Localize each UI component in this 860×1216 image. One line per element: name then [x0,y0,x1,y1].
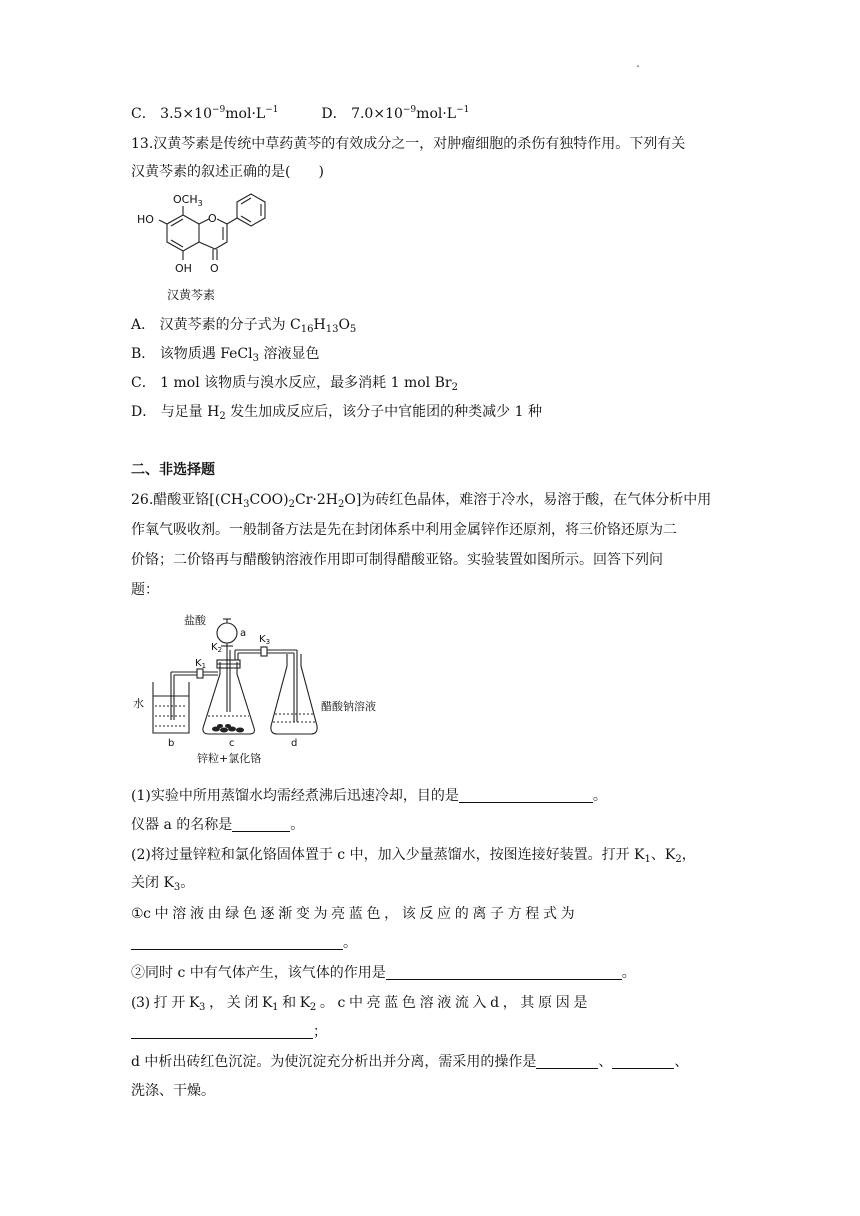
q13-stem-line1: 13.汉黄芩素是传统中草药黄芩的有效成分之一，对肿瘤细胞的杀伤有独特作用。下列有关 [131,136,686,152]
q13-option-b: B． 该物质遇 FeCl$_3$ 溶液显色 [131,346,320,364]
q12-option-c-label: C． [131,106,156,122]
label-a: a [240,628,247,639]
label-reagents: 锌粒+氯化铬 [197,752,262,765]
structure-caption: 汉黄芩素 [167,288,216,302]
answer-blank[interactable] [131,934,343,950]
q13-option-d: D． 与足量 $H_2$ 发生加成反应后，该分子中官能团的种类减少 1 种 [131,404,542,422]
q26-part2-i-blank: 。 [131,933,731,953]
label-b: b [168,738,175,749]
q13-option-a: A． 汉黄芩素的分子式为 $C_{16}H_{13}O_5$ [131,317,357,335]
q26-part3-blank: ； [131,1022,731,1042]
q26-part2-ii: ②同时 c 中有气体产生，该气体的作用是 。 [131,965,636,981]
section-title: 二、非选择题 [131,462,215,478]
zinc-grains [212,724,244,733]
label-carbonyl-o: O [210,262,219,275]
q26-part1: (1)实验中所用蒸馏水均需经煮沸后迅速冷却，目的是 。 [131,788,607,804]
answer-blank[interactable] [612,1053,674,1069]
q26-part3-line4: 洗涤、干燥。 [131,1083,215,1099]
label-hcl: 盐酸 [184,614,206,627]
q13-option-c: C． 1 mol 该物质与溴水反应，最多消耗 1 mol $Br_2$ [131,375,458,393]
q26-part1-line2: 仪器 a 的名称是 。 [131,817,305,833]
q13-stem-line2: 汉黄芩素的叙述正确的是( ) [131,164,324,180]
label-och3: $OCH_3$ [173,193,203,208]
q26-stem-line1: 26.醋酸亚铬$[(CH_3COO)_2Cr\cdot 2H_2O]$为砖红色晶体，难溶于冷水，易溶于酸，在气体分析中用 [131,492,712,510]
label-sodium-acetate: 醋酸钠溶液 [321,700,376,713]
wogonin-structure [131,193,281,308]
answer-blank[interactable] [536,1053,598,1069]
answer-blank[interactable] [232,816,290,832]
label-ring-o: O [208,212,217,225]
q26-stem-line4: 题： [131,582,159,598]
apparatus-diagram [131,610,401,770]
q26-stem-line3: 价铬；二价铬再与醋酸钠溶液作用即可制得醋酸亚铬。实验装置如图所示。回答下列问 [131,552,663,568]
label-d: d [291,738,298,749]
label-k3: $K_3$ [259,634,271,646]
label-ho: HO [137,213,154,226]
label-water: 水 [133,697,144,710]
label-k2: $K_2$ [211,642,223,654]
q26-part3: (3) 打 开 $K_3$ ， 关 闭 $K_1$ 和 $K_2$ 。 c 中 亮 蓝 色 溶 液 流 入 d ， 其 原 因 是 [131,995,587,1013]
label-oh: OH [175,262,192,275]
answer-blank[interactable] [131,1023,313,1039]
label-k1: $K_1$ [195,658,207,670]
answer-blank[interactable] [459,787,593,803]
q12-option-d-label: D． [321,106,347,122]
q26-part2-line2: 关闭 $K_3$。 [131,875,195,893]
q26-part3-line3: d 中析出砖红色沉淀。为使沉淀充分析出并分离，需采用的操作是 、 、 [131,1054,689,1070]
answer-blank[interactable] [386,964,622,980]
q12-options-cd [131,104,731,124]
q26-part2-i: ①c 中 溶 液 由 绿 色 逐 渐 变 为 亮 蓝 色 ， 该 反 应 的 离 子 方 程 式 为 [131,906,575,922]
q26-stem-line2: 作氧气吸收剂。一般制备方法是先在封闭体系中利用金属锌作还原剂，将三价铬还原为二 [131,522,677,538]
q12-option-c: $3.5\times 10^{-9}mol\cdot L^{-1}$ [160,105,279,122]
q26-part2: (2)将过量锌粒和氯化铬固体置于 c 中，加入少量蒸馏水，按图连接好装置。打开 $K_1$、$K_2$， [131,847,696,865]
q12-option-d: $7.0\times 10^{-9}mol\cdot L^{-1}$ [351,105,470,122]
label-c: c [229,738,235,749]
page-dot: . [636,56,640,70]
